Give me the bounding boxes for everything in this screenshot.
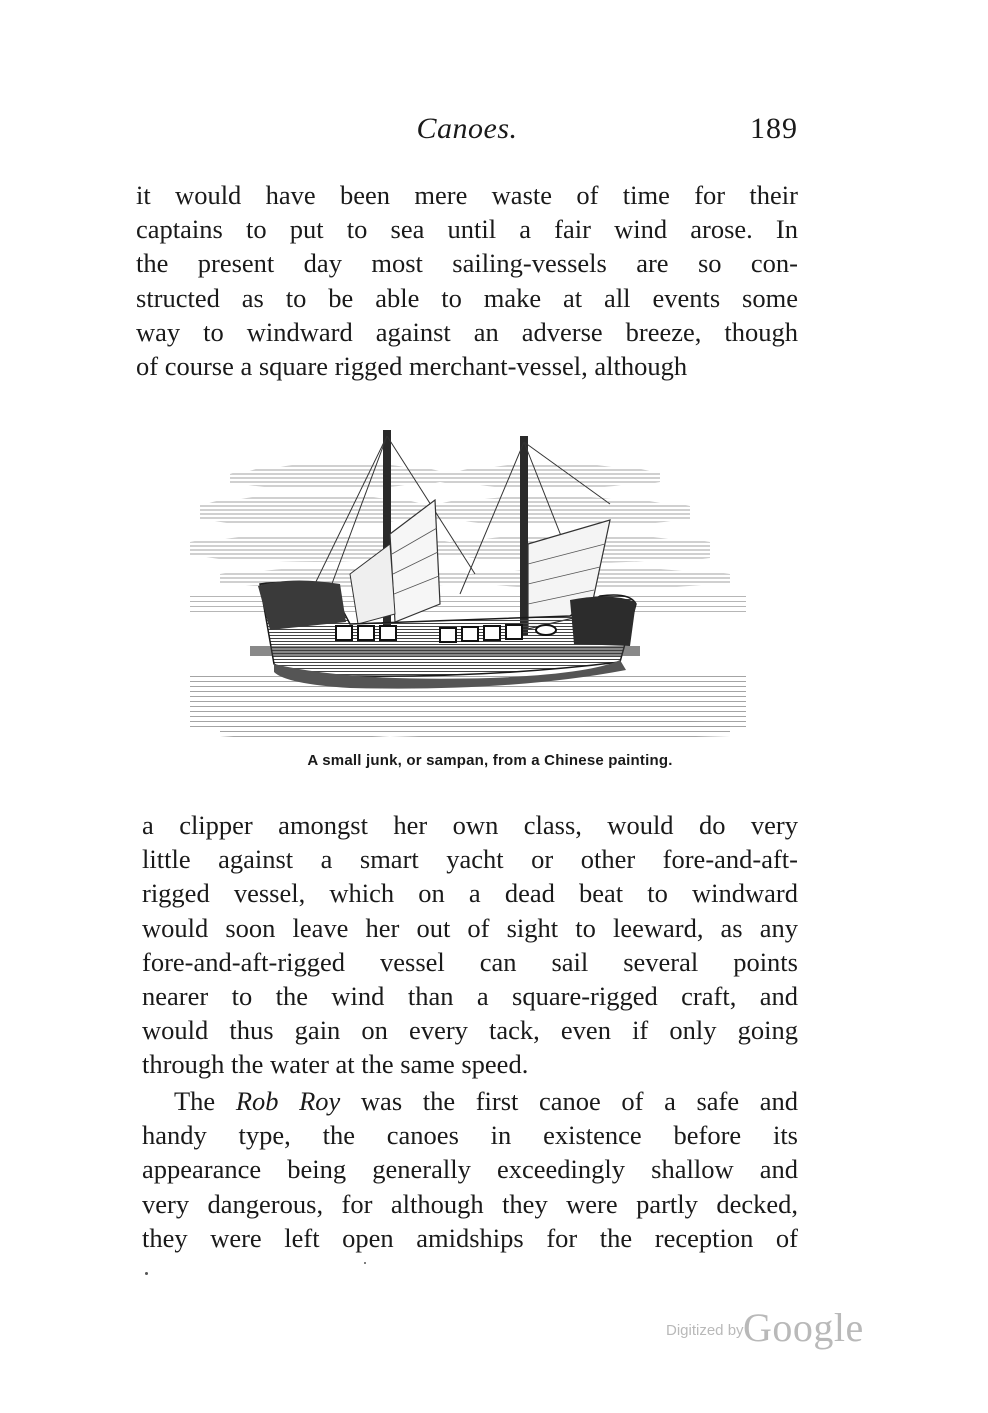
paragraph-1 [136, 178, 798, 383]
watermark-brand: Google [743, 1305, 864, 1350]
text-line: structed as to be able to make at all events some [136, 282, 798, 313]
text-run: was the first canoe of a safe and [340, 1086, 798, 1116]
text-line: they were left open amidships for the reception of [142, 1222, 798, 1253]
text-line: fore-and-aft-rigged vessel can sail several points [142, 946, 798, 977]
figure-caption: A small junk, or sampan, from a Chinese painting. [307, 752, 673, 769]
text-line: little against a smart yacht or other fore-and-aft- [142, 844, 798, 875]
text-line: way to windward against an adverse breeze, though [136, 316, 798, 347]
digitized-watermark [666, 1304, 866, 1350]
text-line: would thus gain on every tack, even if only going [142, 1015, 798, 1046]
print-speck [364, 1262, 366, 1264]
text-line: the present day most sailing-vessels are so con- [136, 248, 798, 279]
watermark-prefix: Digitized by [666, 1322, 744, 1339]
junk-illustration [190, 424, 746, 744]
text-line: a clipper amongst her own class, would do very [142, 810, 798, 840]
paragraph-3 [142, 1084, 798, 1255]
running-title: Canoes. [416, 112, 518, 145]
sky-clouds [190, 463, 730, 588]
text-run: The [174, 1086, 236, 1116]
paragraph-2 [142, 808, 798, 1082]
text-line: of course a square rigged merchant-vessel, although [136, 351, 688, 382]
text-line: it would have been mere waste of time for their [136, 180, 798, 210]
text-line: handy type, the canoes in existence before its [142, 1120, 798, 1151]
text-line: very dangerous, for although they were partly decked, [142, 1188, 798, 1219]
page-number: 189 [750, 112, 798, 145]
print-speck [145, 1272, 148, 1275]
running-head [136, 112, 798, 152]
hull-windows [336, 625, 556, 642]
text-line: nearer to the wind than a square-rigged craft, and [142, 981, 798, 1012]
text-line: would soon leave her out of sight to leeward, as any [142, 912, 798, 943]
text-line: rigged vessel, which on a dead beat to windward [142, 878, 798, 909]
text-line [142, 1084, 798, 1118]
text-line: captains to put to sea until a fair wind arose. In [136, 214, 798, 245]
fore-mast [520, 436, 528, 636]
text-line: appearance being generally exceedingly shallow and [142, 1154, 798, 1185]
ship-name: Rob Roy [235, 1086, 341, 1116]
text-line: through the water at the same speed. [142, 1049, 529, 1080]
